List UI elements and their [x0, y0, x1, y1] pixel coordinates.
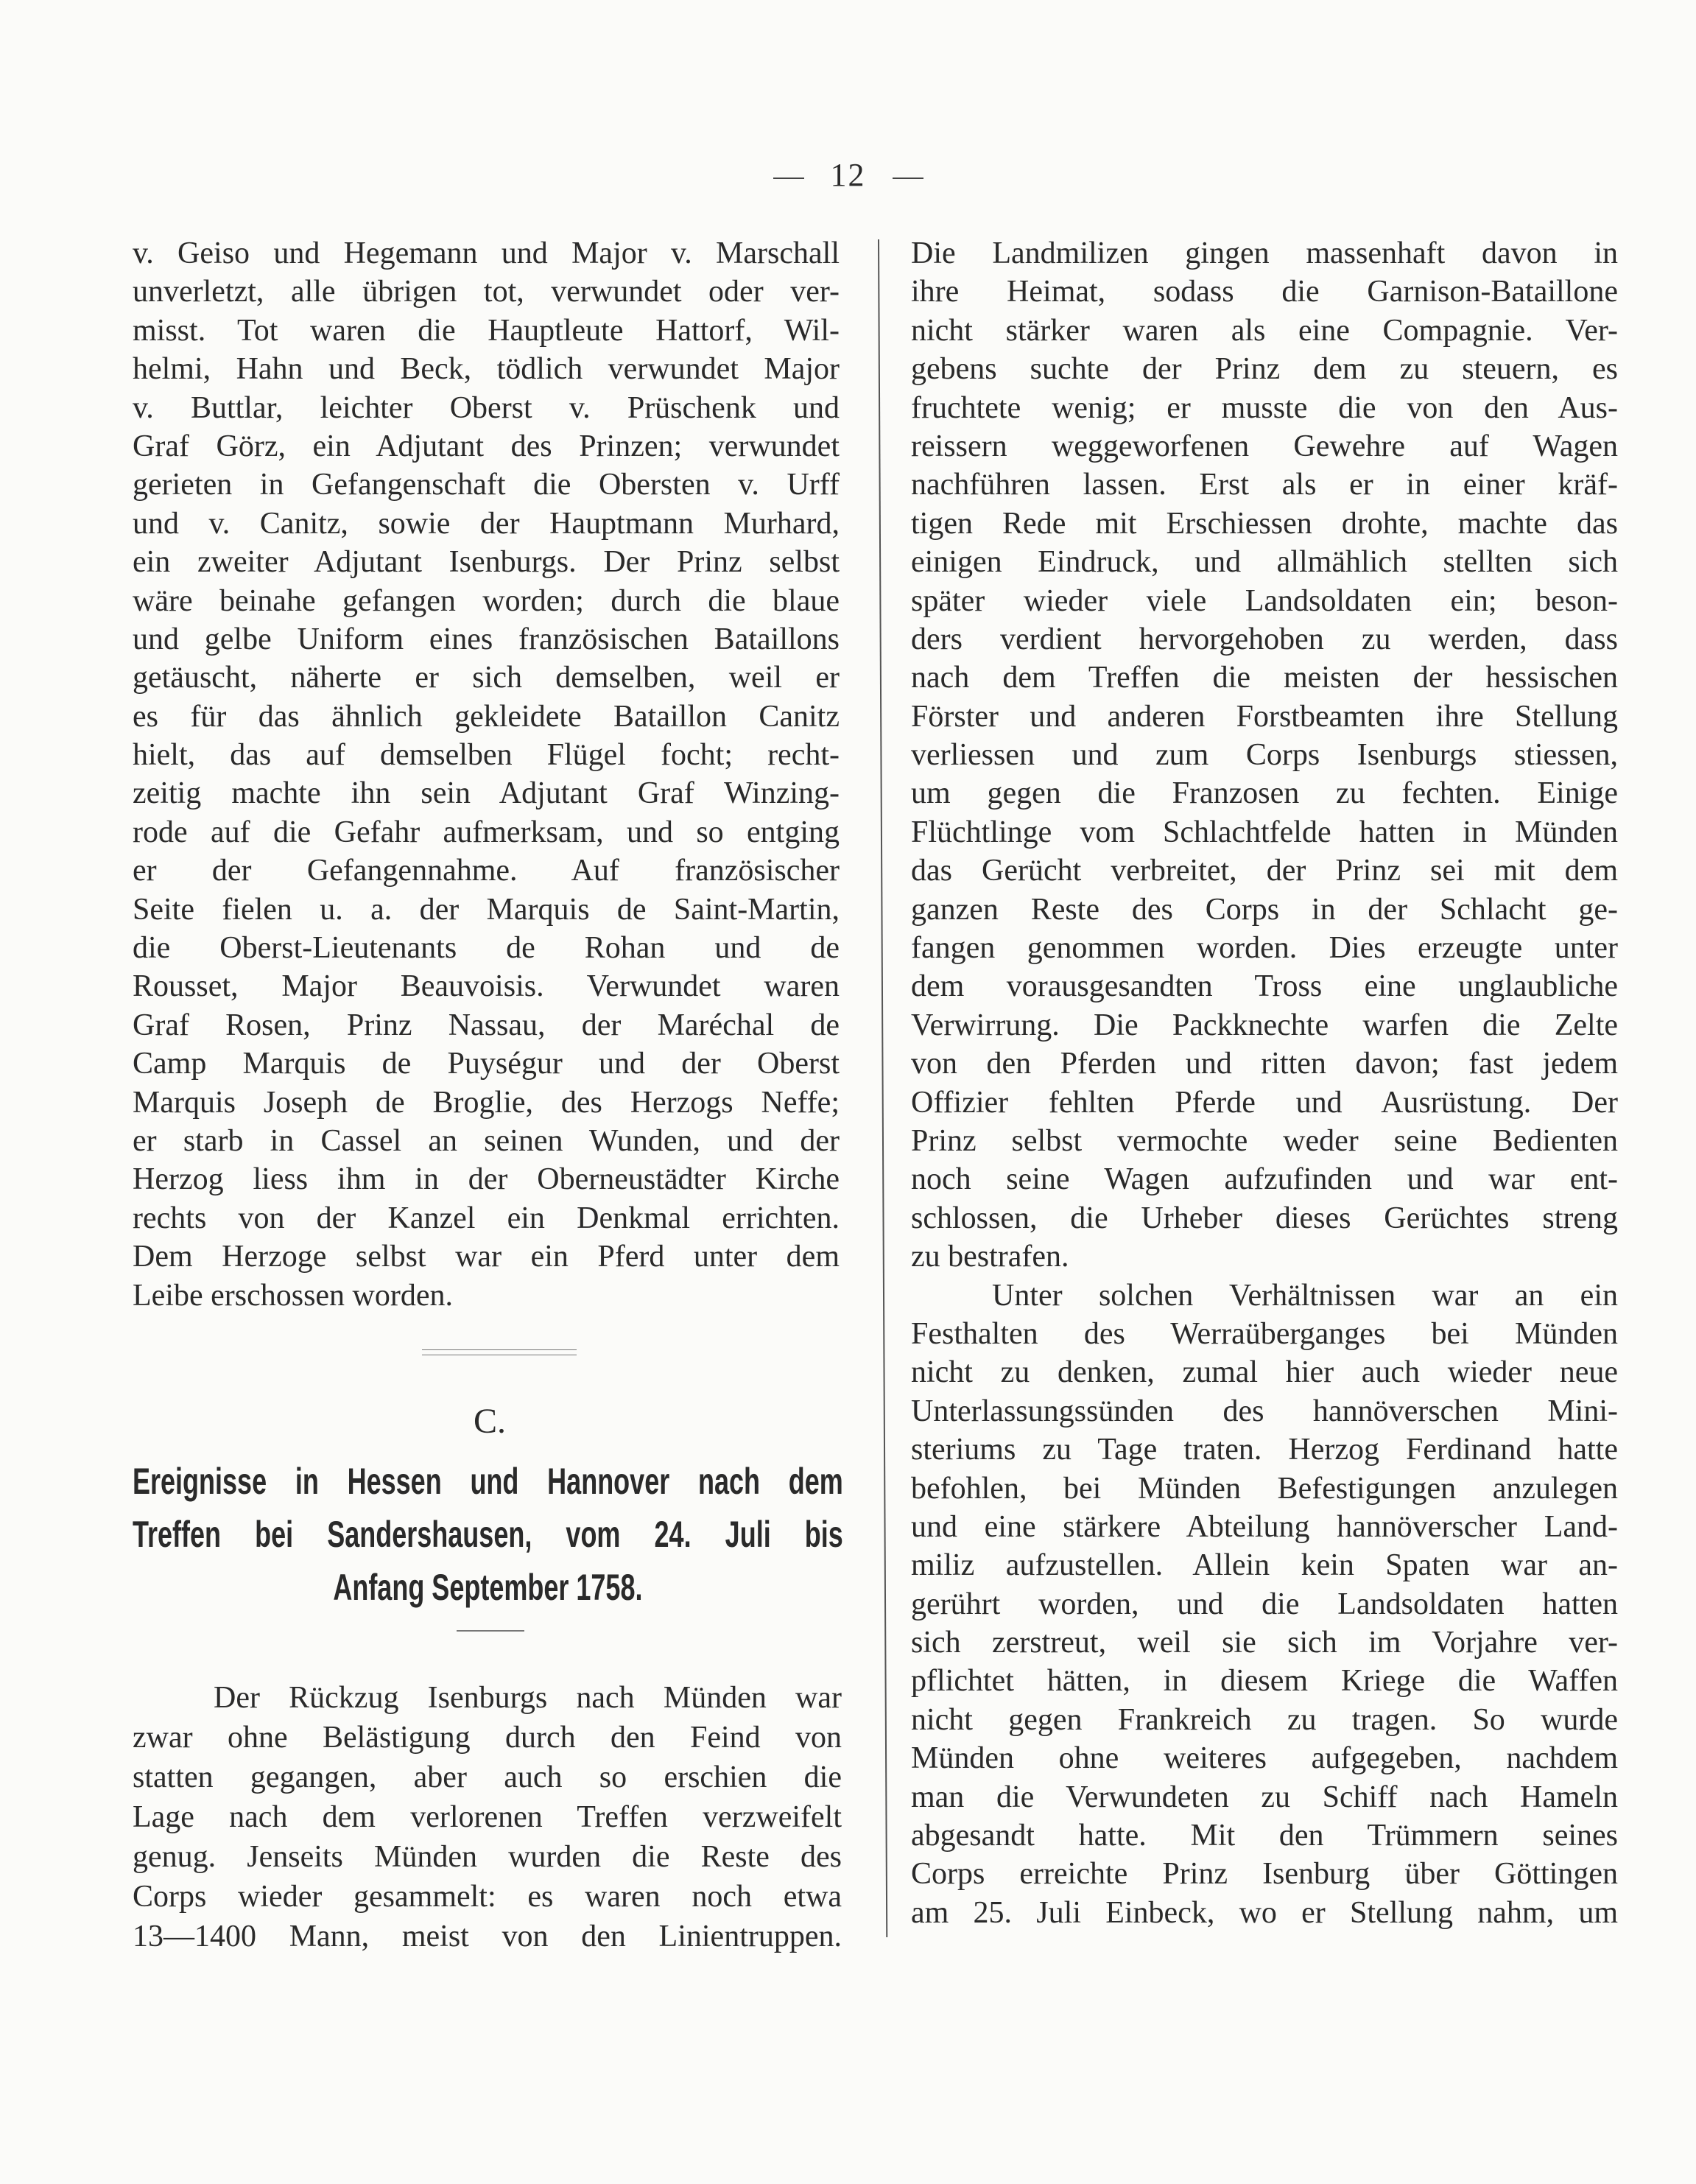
text-line: hielt, das auf demselben Flügel focht; recht- [133, 738, 840, 773]
page-number-dash-right [893, 178, 923, 179]
section-body [133, 1678, 842, 1956]
text-line: das Gerücht verbreitet, der Prinz sei mit dem [911, 854, 1618, 888]
text-line: rode auf die Gefahr aufmerksam, und so entging [133, 815, 840, 849]
text-line: 13—1400 Mann, meist von den Linientruppen. [133, 1920, 842, 1953]
text-line: Herzog liess ihm in der Oberneustädter Kirche [133, 1162, 840, 1197]
text-line: rechts von der Kanzel ein Denkmal errichten. [133, 1201, 840, 1235]
section-heading-line: Ereignisse in Hessen und Hannover nach dem [133, 1461, 843, 1502]
text-line: gerieten in Gefangenschaft die Obersten v. Urff [133, 468, 840, 502]
text-line: Graf Rosen, Prinz Nassau, der Maréchal de [133, 1008, 840, 1042]
text-line: die Oberst-Lieutenants de Rohan und de [133, 931, 840, 966]
text-line: nach dem Treffen die meisten der hessischen [911, 661, 1618, 695]
text-line: pflichtet hätten, in diesem Kriege die Waffen [911, 1664, 1618, 1699]
text-line: Dem Herzoge selbst war ein Pferd unter dem [133, 1240, 840, 1274]
text-line: getäuscht, näherte er sich demselben, weil er [133, 661, 840, 695]
section-heading-line: Anfang September 1758. [333, 1567, 643, 1608]
right-column [911, 234, 1618, 1932]
text-line: v. Buttlar, leichter Oberst v. Prüschenk und [133, 390, 840, 425]
text-line: Prinz selbst vermochte weder seine Bedienten [911, 1123, 1618, 1158]
text-line: am 25. Juli Einbeck, wo er Stellung nahm, um [911, 1895, 1618, 1930]
text-line: wäre beinahe gefangen worden; durch die blaue [133, 583, 840, 618]
text-line: zu bestrafen. [911, 1240, 1069, 1274]
text-line: noch seine Wagen aufzufinden und war ent- [911, 1162, 1618, 1197]
text-line: genug. Jenseits Münden wurden die Reste des [133, 1840, 842, 1874]
text-line: schlossen, die Urheber dieses Gerüchtes streng [911, 1201, 1618, 1235]
text-line: Offizier fehlten Pferde und Ausrüstung. Der [911, 1085, 1618, 1120]
text-line: nachführen lassen. Erst als er in einer kräf- [911, 468, 1618, 502]
text-line: ganzen Reste des Corps in der Schlacht ge- [911, 892, 1618, 927]
text-line: unverletzt, alle übrigen tot, verwundet oder ver- [133, 275, 840, 309]
text-line: ders verdient hervorgehoben zu werden, dass [911, 622, 1618, 656]
text-line: Unterlassungssünden des hannöverschen Mini- [911, 1394, 1618, 1428]
text-line: helmi, Hahn und Beck, tödlich verwundet Major [133, 352, 840, 387]
text-line: nicht gegen Frankreich zu tragen. So wurde [911, 1702, 1618, 1737]
text-line: um gegen die Franzosen zu fechten. Einige [911, 776, 1618, 811]
page-number-value: 12 [830, 157, 866, 193]
text-line: steriums zu Tage traten. Herzog Ferdinand hatte [911, 1433, 1618, 1467]
text-line: Förster und anderen Forstbeamten ihre Stellung [911, 699, 1618, 734]
text-line: zwar ohne Belästigung durch den Feind von [133, 1721, 842, 1755]
text-line: Münden ohne weiteres aufgegeben, nachdem [911, 1741, 1618, 1776]
text-line: nicht zu denken, zumal hier auch wieder neue [911, 1355, 1618, 1390]
text-line: miliz aufzustellen. Allein kein Spaten war an- [911, 1548, 1618, 1583]
text-line: Verwirrung. Die Packknechte warfen die Zelte [911, 1008, 1618, 1042]
text-line: später wieder viele Landsoldaten ein; beson- [911, 583, 1618, 618]
text-line: zeitig machte ihn sein Adjutant Graf Winzing- [133, 776, 840, 811]
text-line: und v. Canitz, sowie der Hauptmann Murhard, [133, 506, 840, 541]
text-line: nicht stärker waren als eine Compagnie. Ver- [911, 313, 1618, 348]
text-line: tigen Rede mit Erschiessen drohte, machte das [911, 506, 1618, 541]
text-line: Corps wieder gesammelt: es waren noch etwa [133, 1880, 842, 1914]
text-line: ein zweiter Adjutant Isenburgs. Der Prinz selbst [133, 545, 840, 580]
text-line: gebens suchte der Prinz dem zu steuern, es [911, 352, 1618, 387]
text-line: Rousset, Major Beauvoisis. Verwundet waren [133, 969, 840, 1004]
text-line: fruchtete wenig; er musste die von den Aus- [911, 390, 1618, 425]
text-line: einigen Eindruck, und allmählich stellten sich [911, 545, 1618, 580]
text-line: sich zerstreut, weil sie sich im Vorjahre ver- [911, 1626, 1618, 1660]
text-line: befohlen, bei Münden Befestigungen anzulegen [911, 1471, 1618, 1506]
text-line: v. Geiso und Hegemann und Major v. Marschall [133, 236, 840, 270]
text-line: Seite fielen u. a. der Marquis de Saint-Martin, [133, 892, 840, 927]
text-line: er der Gefangennahme. Auf französischer [133, 854, 840, 888]
text-line: ihre Heimat, sodass die Garnison-Bataillone [911, 275, 1618, 309]
text-line: Leibe erschossen worden. [133, 1278, 454, 1313]
text-line: und gelbe Uniform eines französischen Bataillons [133, 622, 840, 656]
text-line: fangen genommen worden. Dies erzeugte unter [911, 931, 1618, 966]
text-line: er starb in Cassel an seinen Wunden, und der [133, 1123, 840, 1158]
text-line: Festhalten des Werraüberganges bei Münden [911, 1316, 1618, 1351]
left-column [133, 234, 840, 1315]
text-line: Flüchtlinge vom Schlachtfelde hatten in Münden [911, 815, 1618, 849]
section-heading-line: Treffen bei Sandershausen, vom 24. Juli bis [133, 1514, 843, 1555]
text-line: und eine stärkere Abteilung hannöverscher Land- [911, 1509, 1618, 1544]
text-line: misst. Tot waren die Hauptleute Hattorf, Wil- [133, 313, 840, 348]
text-line: Unter solchen Verhältnissen war an ein [992, 1278, 1618, 1313]
text-line: Graf Görz, ein Adjutant des Prinzen; verwundet [133, 429, 840, 463]
text-line: Der Rückzug Isenburgs nach Münden war [214, 1681, 842, 1715]
text-line: es für das ähnlich gekleidete Bataillon Canitz [133, 699, 840, 734]
page-number-dash-left [773, 178, 804, 179]
column-divider [878, 239, 887, 1937]
page-number [0, 156, 1696, 194]
text-line: gerührt worden, und die Landsoldaten hatten [911, 1587, 1618, 1621]
section-heading [133, 1455, 843, 1614]
section-separator-ornament [422, 1349, 577, 1355]
text-line: von den Pferden und ritten davon; fast jedem [911, 1047, 1618, 1081]
section-letter: C. [473, 1402, 506, 1441]
text-line: verliessen und zum Corps Isenburgs stiessen, [911, 738, 1618, 773]
text-line: man die Verwundeten zu Schiff nach Hameln [911, 1780, 1618, 1814]
text-line: Corps erreichte Prinz Isenburg über Göttingen [911, 1857, 1618, 1892]
text-line: reissern weggeworfenen Gewehre auf Wagen [911, 429, 1618, 463]
text-line: Lage nach dem verlorenen Treffen verzweifelt [133, 1800, 842, 1834]
text-line: abgesandt hatte. Mit den Trümmern seines [911, 1819, 1618, 1853]
text-line: dem vorausgesandten Tross eine unglaubliche [911, 969, 1618, 1004]
heading-rule [457, 1630, 524, 1632]
text-line: Marquis Joseph de Broglie, des Herzogs Neffe; [133, 1085, 840, 1120]
text-line: Die Landmilizen gingen massenhaft davon in [911, 236, 1618, 270]
text-line: statten gegangen, aber auch so erschien die [133, 1760, 842, 1794]
text-line: Camp Marquis de Puységur und der Oberst [133, 1047, 840, 1081]
